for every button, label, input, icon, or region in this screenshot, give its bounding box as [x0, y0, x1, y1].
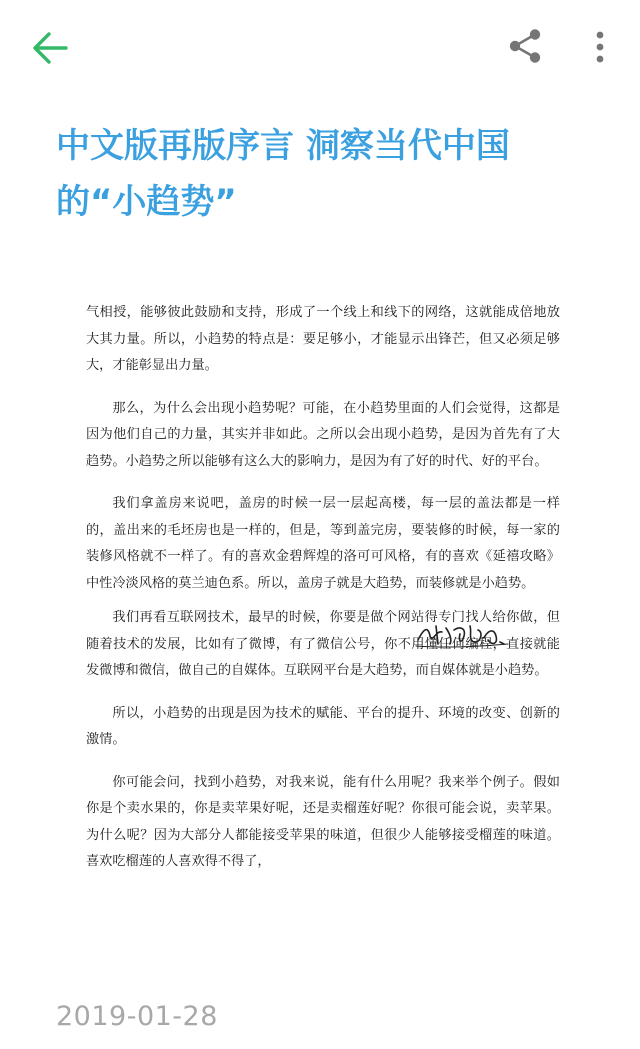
share-button[interactable] — [502, 22, 550, 70]
article-title: 中文版再版序言 洞察当代中国的“小趋势” — [56, 126, 510, 222]
paragraph: 你可能会问，找到小趋势，对我来说，能有什么用呢？我来举个例子。假如你是个卖水果的，你是卖苹果好呢，还是卖榴莲好呢？你很可能会说，卖苹果。为什么呢？因为大部分人都能接受苹果的味道，但很少人能够接受榴莲的味道。喜欢吃榴莲的人喜欢得不得了， — [86, 774, 560, 869]
paragraph: 气相授，能够彼此鼓励和支持，形成了一个线上和线下的网络，这就能成倍地放大其力量。所以，小趋势的特点是：要足够小，才能显示出锋芒，但又必须足够大，才能彰显出力量。 — [86, 305, 560, 373]
more-options-button[interactable] — [578, 22, 622, 70]
paragraph: 我们再看互联网技术，最早的时候，你要是做个网站得专门找人给你做，但随着技术的发展，比如有了微博，有了微信公号，你不用懂任何编程，直接就能发微博和微信，做自己的自媒体。互联网平台是大趋势，而自媒体就是小趋势。 — [86, 610, 560, 678]
share-icon — [506, 26, 546, 66]
top-app-bar — [0, 0, 640, 92]
back-button[interactable] — [26, 24, 74, 72]
paragraph: 那么，为什么会出现小趋势呢？可能，在小趋势里面的人们会觉得，这都是因为他们自己的力量，其实并非如此。之所以会出现小趋势，是因为首先有了大趋势。小趋势之所以能够有这么大的影响力，是因为有了好的时代、好的平台。 — [86, 400, 560, 469]
paragraph: 我们拿盖房来说吧，盖房的时候一层一层起高楼，每一层的盖法都是一样的，盖出来的毛坯房也是一样的，但是，等到盖完房，要装修的时候，每一家的装修风格就不一样了。有的喜欢金碧辉煌的洛可可风格，有的喜欢《延禧攻略》中性冷淡风格的莫兰迪色系。所以，盖房子就是大趋势，而装修就是小趋势。 — [86, 496, 560, 591]
more-vertical-icon — [590, 26, 610, 66]
handwritten-annotation — [414, 618, 510, 650]
paragraph: 所以，小趋势的出现是因为技术的赋能、平台的提升、环境的改变、创新的激情。 — [86, 705, 560, 747]
scanned-page-text — [86, 300, 560, 892]
publish-date: 2019-01-28 — [56, 1001, 218, 1032]
arrow-left-icon — [30, 28, 70, 68]
